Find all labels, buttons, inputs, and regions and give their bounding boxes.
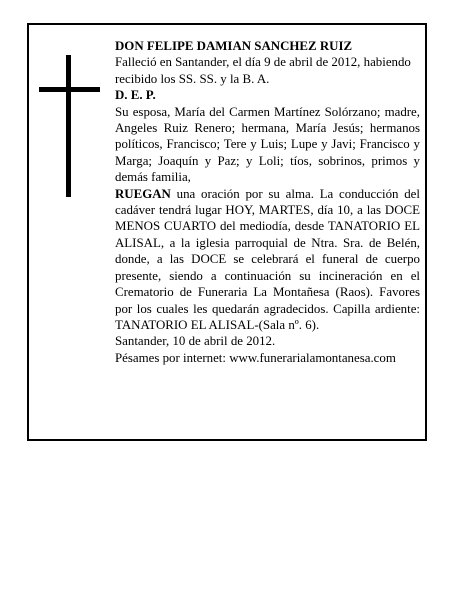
ruegan-paragraph [115,186,420,334]
death-info: Falleció en Santander, el día 9 de abril de 2012, habiendo recibido los SS. SS. y la B. A. [115,55,411,86]
obituary-text [115,38,420,366]
cross-icon-bar [39,87,100,92]
ruegan-word: RUEGAN [115,186,171,201]
deceased-name: DON FELIPE DAMIAN SANCHEZ RUIZ [115,39,353,53]
place-date: Santander, 10 de abril de 2012. [115,334,276,349]
family-list: Su esposa, María del Carmen Martínez Solórzano; madre, Angeles Ruiz Renero; hermana, María Jesús; hermanos políticos, Francisco; Tere y Luis; Lupe y Javi; Francisco y Marga; Joaquín y Paz; y Loli; tíos, sobrinos, primos y demás familia, [115,104,420,185]
cross-icon [66,55,71,197]
dep-label: D. E. P. [115,88,156,103]
ruegan-text: una oración por su alma. La conducción del cadáver tendrá lugar HOY, MARTES, día 10, a las DOCE MENOS CUARTO del mediodía, desde TANATORIO EL ALISAL, a la iglesia parroquial de Ntra. Sra. de Belén, donde, a las DOCE se celebrará el funeral de cuerpo presente, siendo a continuación su incineración en el Crematorio de Funeraria La Montañesa (Raos). Favores por los cuales les quedarán agradecidos. Capilla ardiente: TANATORIO EL ALISAL-(Sala nº. 6). [115,186,420,332]
condolences-line: Pésames por internet: www.funerarialamontanesa.com [115,350,396,365]
